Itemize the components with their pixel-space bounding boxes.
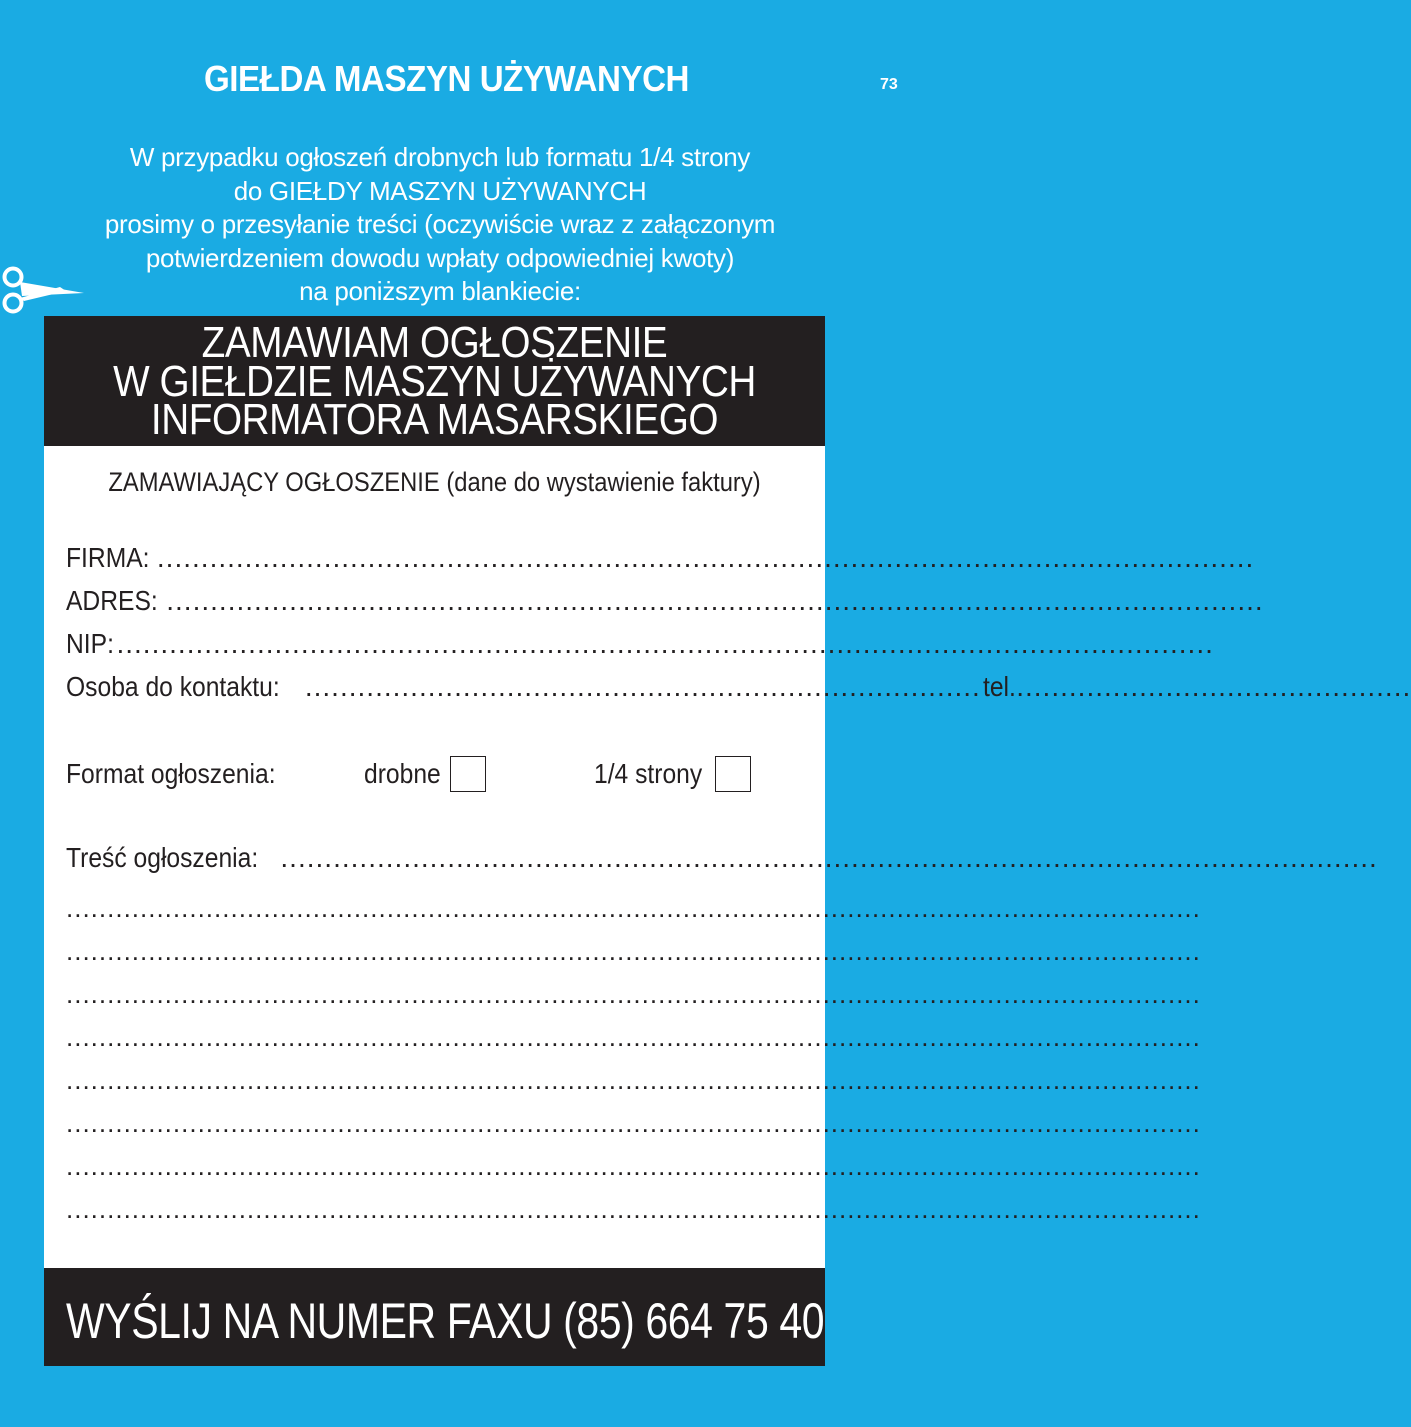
order-form: [44, 316, 1411, 1366]
contact-label: Osoba do kontaktu:: [66, 671, 280, 702]
nip-label: NIP:: [66, 628, 114, 659]
intro-line: do GIEŁDY MASZYN UŻYWANYCH: [233, 175, 647, 206]
intro-line: W przypadku ogłoszeń drobnych lub formatu 1/4 strony: [129, 142, 751, 172]
form-footer: [44, 1268, 825, 1366]
format-option-quarter-label: 1/4 strony: [594, 758, 703, 789]
format-quarter-checkbox[interactable]: [715, 756, 751, 792]
dotted-line: .............................................................................................................................: [166, 585, 1264, 616]
adres-label: ADRES:: [66, 585, 158, 616]
firma-field[interactable]: [66, 542, 1255, 574]
form-header-line: INFORMATORA MASARSKIEGO: [150, 395, 719, 444]
page-number: 73: [880, 76, 898, 93]
content-label: Treść ogłoszenia:: [66, 842, 259, 873]
format-selector: [66, 756, 806, 800]
format-label: Format ogłoszenia:: [66, 758, 276, 789]
format-option-small-label: drobne: [364, 758, 441, 789]
dotted-line: .............................................: [1016, 671, 1411, 702]
dotted-line: .............................................................................: [304, 671, 981, 702]
form-header: [44, 316, 825, 446]
adres-field[interactable]: [66, 585, 1264, 617]
form-header-line: ZAMAWIAM OGŁOSZENIE: [201, 318, 668, 367]
intro-line: na poniższym blankiecie:: [299, 276, 581, 306]
dotted-line: .............................................................................................................................: [116, 628, 1214, 659]
content-line[interactable]: ..........................................................................................................................................: [66, 1065, 1201, 1095]
content-line[interactable]: ..........................................................................................................................................: [66, 979, 1201, 1009]
dotted-line: .............................................................................................................................: [156, 542, 1255, 573]
intro-line: potwierdzeniem dowodu wpłaty odpowiedniej kwoty): [145, 242, 735, 273]
format-small-checkbox[interactable]: [450, 756, 486, 792]
content-line[interactable]: ..........................................................................................................................................: [66, 1022, 1201, 1052]
page-title: GIEŁDA MASZYN UŻYWANYCH: [204, 58, 689, 99]
scissors-icon: [0, 263, 86, 317]
content-line[interactable]: ..........................................................................................................................................: [66, 1194, 1201, 1224]
intro-text: [40, 141, 840, 309]
content-field[interactable]: [66, 842, 1378, 874]
form-header-line: W GIEŁDZIE MASZYN UŻYWANYCH: [113, 356, 756, 406]
contact-field[interactable]: [66, 671, 1411, 703]
content-line[interactable]: ..........................................................................................................................................: [66, 936, 1201, 966]
nip-field[interactable]: [66, 628, 1214, 660]
fax-instruction: WYŚLIJ NA NUMER FAXU (85) 664 75 40: [66, 1293, 825, 1349]
dotted-line: .............................................................................................................................: [280, 842, 1378, 873]
intro-line: prosimy o przesyłanie treści (oczywiście wraz z załączonym: [104, 209, 776, 239]
form-subheading: ZAMAWIAJĄCY OGŁOSZENIE (dane do wystawienie faktury): [108, 467, 761, 497]
tel-label: tel.: [982, 671, 1016, 702]
content-line[interactable]: ..........................................................................................................................................: [66, 893, 1201, 923]
firma-label: FIRMA:: [66, 542, 150, 573]
content-line[interactable]: ..........................................................................................................................................: [66, 1151, 1201, 1181]
content-line[interactable]: ..........................................................................................................................................: [66, 1108, 1201, 1138]
